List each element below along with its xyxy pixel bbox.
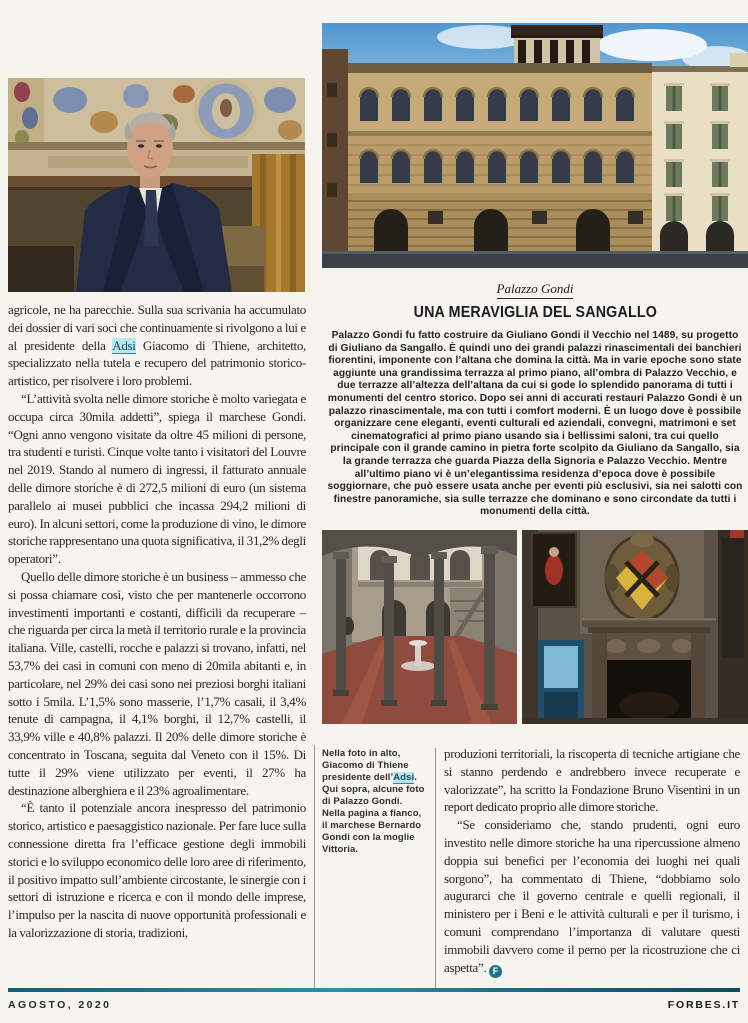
portrait-photo xyxy=(8,78,305,292)
article-paragraph xyxy=(8,301,306,390)
palazzo-facade-illustration xyxy=(322,23,748,268)
article-paragraph xyxy=(444,816,740,977)
article-paragraph: “È tanto il potenziale ancora inespresso del patrimonio storico, artistico e paesaggistico nazionale. Per fare luce sulla connessione diretta fra l’efficace gestione degli immobili storici e lo sviluppo economico delle loro aree di riferimento, il positivo impatto sull’ambiente circostante, le sinergie con i settori di istruzione e ricerca e con il mondo delle imprese, l’impulso per la nascita di nuove opportunità professionali e la valorizzazione di storia, tradizioni, xyxy=(8,800,306,940)
dark-sculpture xyxy=(722,538,744,658)
main-facade xyxy=(348,63,652,253)
fireplace-illustration xyxy=(522,530,748,724)
photo-caption xyxy=(322,748,428,856)
sidebar-headline: UNA MERAVIGLIA DEL SANGALLO xyxy=(413,304,657,321)
palazzo-gondi-photo xyxy=(322,23,748,268)
caption-text: . Qui sopra, alcune foto di Palazzo Gondi. Nella pagina a fianco, il marchese Bernardo Gondi con la moglie Vittoria. xyxy=(322,772,425,855)
caption-text: Nella foto in alto, Giacomo di Thiene presidente dell’ xyxy=(322,748,409,783)
footer-rule xyxy=(8,988,740,992)
paragraph-text: Giacomo di Thiene, architetto, specializzato nella tutela e recupero del patrimonio storico-artistico, per risolvere i loro problemi. xyxy=(8,337,306,389)
article-paragraph: “L’attività svolta nelle dimore storiche è molto variegata e occupa circa 30mila addetti”, spiega il marchese Gondi. “Ogni anno vengono visitate da oltre 45 milioni di persone, tra studenti e turisti. Cinque volte tanto i visitatori del Louvre nel 2019. Stando al numero di ingressi, il fatturato annuale delle dimore storiche è di 272,5 milioni di euro (un sistema parallelo ai musei pubblici che incassa 294,2 milioni di euro). In alcuni settori, come la produzione di vino, le dimore storiche rappresentano una quota significativa, il 31,2% degli operatori”. xyxy=(8,390,306,567)
altana-tower xyxy=(511,25,603,65)
portrait-photo-illustration xyxy=(8,78,305,292)
courtyard-illustration xyxy=(322,530,517,724)
footer-site-label: FORBES.IT xyxy=(667,999,740,1011)
right-building xyxy=(652,53,748,253)
left-building xyxy=(322,49,348,253)
article-paragraph: Quello delle dimore storiche è un business – ammesso che si possa chiamare così, visto che per mantenerle occorrono investimenti importanti e costanti, difficili da recuperare – che riguarda per circa la metà il territorio rurale e la provincia italiana. Ville, castelli, rocche e palazzi si trovano, infatti, nel 53,7% dei casi in comuni con meno di 20mila abitanti e, in particolare, nel 29% dei casi sono nei preziosi borghi italiani sotto i 5mila. L’1,5% sono masserie, l’1,7% casali, il 3,4% tenute di campagna, il 4,1% borghi, il 12,7% castelli, il 33,9% ville e 40,8% palazzi. Il 20% delle dimore storiche è concentrato in Toscana, seguita dal Veneto con il 15%. Di tutte il 29% viene utilizzato per eventi, il 27% ha destinazione alberghiera e il 23% agroalimentare. xyxy=(8,568,306,798)
courtyard-photo xyxy=(322,530,517,724)
chair-arm xyxy=(8,246,74,292)
article-paragraph: produzioni territoriali, la riscoperta di tecniche artigiane che si stanno perdendo e andrebbero invece recuperate e valorizzate”, ha scritto la Fondazione Bruno Visentini in un report dedicato proprio alle dimore storiche. xyxy=(444,746,740,815)
sidebar-kicker: Palazzo Gondi xyxy=(497,281,574,299)
column-divider xyxy=(435,748,436,988)
sidebar-box xyxy=(326,280,744,519)
wall-painting xyxy=(532,533,576,607)
staircase xyxy=(450,588,484,642)
sidebar-body: Palazzo Gondi fu fatto costruire da Giuliano Gondi il Vecchio nel 1489, su progetto di Giuliano da Sangallo. È quindi uno dei grandi palazzi rinascimentali dei banchieri fiorentini, imponente con l’altana che domina la città. Ma in varie epoche sono state aggiunte una grandissima terrazza al primo piano, all’ombra di Palazzo Vecchio, e due terrazze all’altezza dell’altana da cui si gode lo splendido panorama di tutti i monumenti del centro storico. Dopo sei anni di accurati restauri Palazzo Gondi è un palazzo rinascimentale, ma con tutti i comfort moderni. È un luogo dove è possibile organizzare cene eleganti, eventi culturali ed aziendali, convegni, matrimoni e set cinematografici al primo piano usando sia i bellissimi saloni, tra cui quello principale con il grande camino in pietra forte scolpito da Giuliano da Sangallo, sia la grande terrazza che guarda Piazza della Signoria e Palazzo Vecchio. Mentre all’ultimo piano vi è un’elegantissima residenza d’epoca dove è possibile soggiornare, che può essere usata anche per eventi più esclusivi, sia nei salotti con finestre panoramiche, sia sulle terrazze che dominano e sono circondate da tutti i monumenti della città. xyxy=(327,330,743,518)
article-right-column xyxy=(444,745,740,989)
column-divider xyxy=(314,745,315,988)
paragraph-text: agricole, ne ha parecchie. Sulla sua scrivania ha accumulato dei dossier di vari soci che continuamente si rivolgono a lui e al presidente della xyxy=(8,302,306,353)
fireplace-photo xyxy=(522,530,748,724)
footer-issue-date: AGOSTO, 2020 xyxy=(8,999,112,1011)
blue-doorway xyxy=(538,640,584,724)
adsi-link[interactable]: Adsi xyxy=(112,337,136,353)
forbes-end-mark-icon: F xyxy=(489,965,502,978)
article-left-column xyxy=(8,301,306,989)
paragraph-text: “Se consideriamo che, stando prudenti, ogni euro investito nelle dimore storiche ha una ripercussione almeno doppia sui benefici per l’economia dei luoghi nei quali sorgono”, ha commentato di Thiene, “dobbiamo solo augurarci che il governo centrale e quelli regionali, il ministero per i Beni e le attività culturali e per il turismo, i comuni comprendano l’importanza di valutare questi immobili davvero come il perno per la ricostruzione che ci aspetta”. xyxy=(444,817,740,975)
adsi-link-caption[interactable]: Adsi xyxy=(393,772,415,783)
